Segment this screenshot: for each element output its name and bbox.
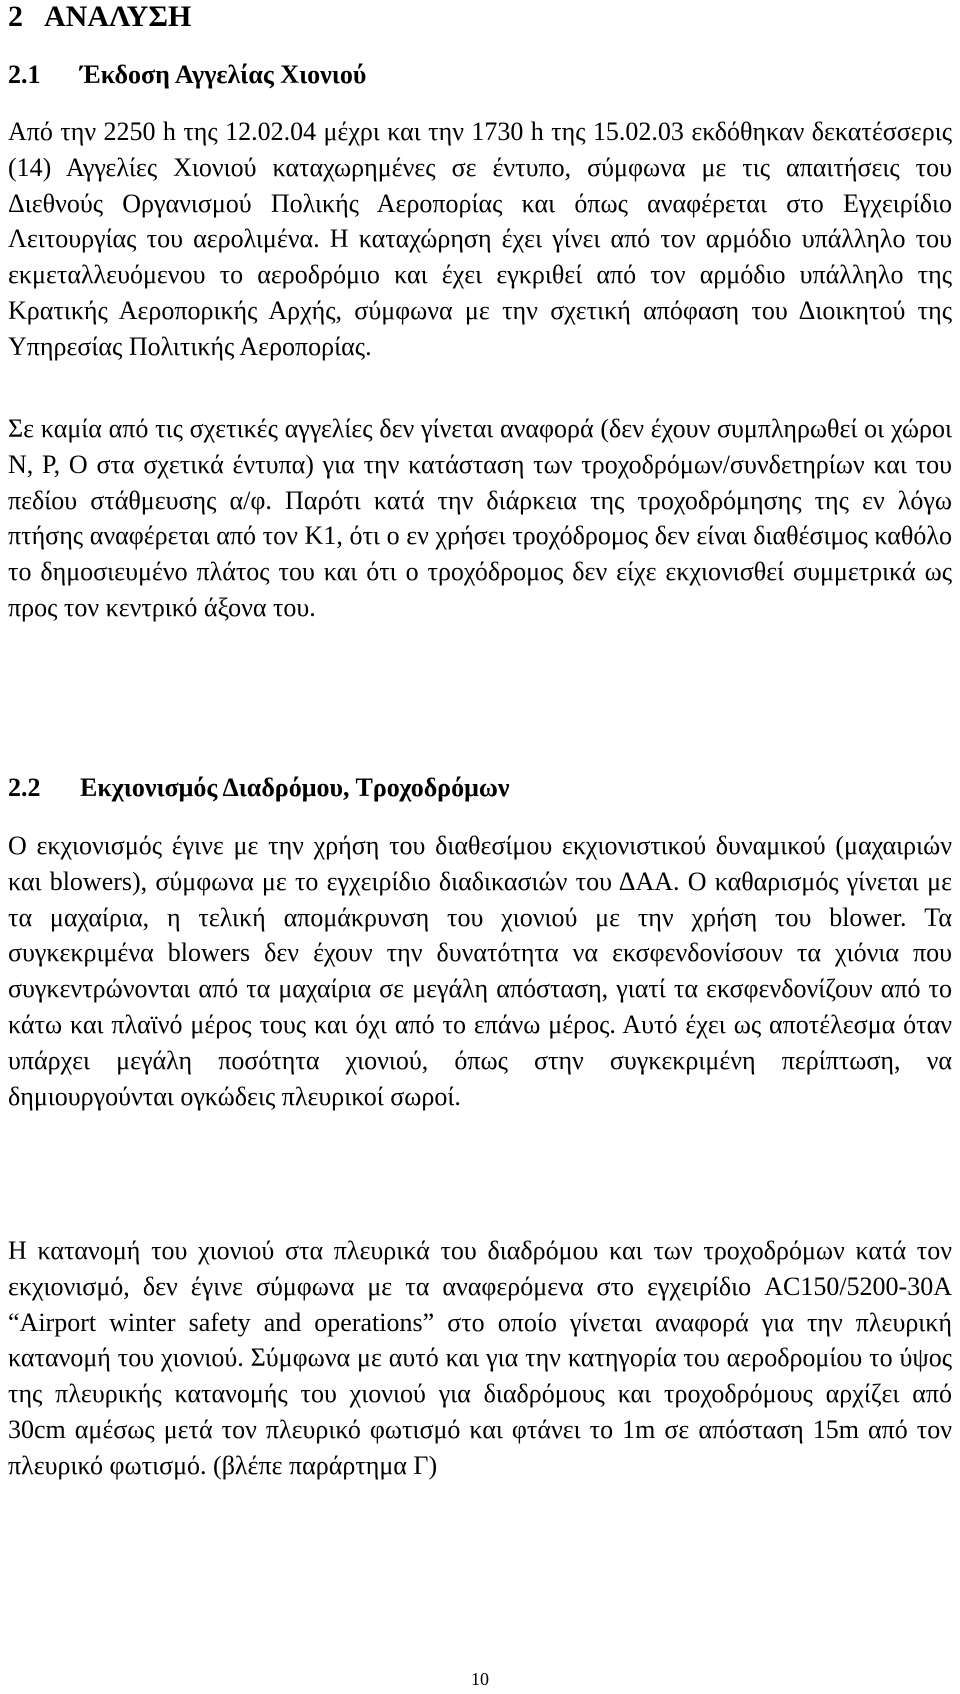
section-title: ΑΝΑΛΥΣΗ [44,0,192,33]
subsection-heading-2-1 [8,59,366,91]
paragraph: Σε καμία από τις σχετικές αγγελίες δεν γίνεται αναφορά (δεν έχουν συμπληρωθεί οι χώροι N, P, O στα σχετικά έντυπα) για την κατάσταση των τροχοδρόμων/συνδετηρίων και του πεδίου στάθμευσης α/φ. Παρότι κατά την διάρκεια της τροχοδρόμησης της εν λόγω πτήσης αναφέρεται από τον Κ1, ότι ο εν χρήσει τροχόδρομος δεν είναι διαθέσιμος καθόλο το δημοσιευμένο πλάτος του και ότι ο τροχόδρομος δεν είχε εκχιονισθεί συμμετρικά ως προς τον κεντρικό άξονα του. [8,414,952,622]
page-number: 10 [471,1669,489,1689]
paragraph: Ο εκχιονισμός έγινε με την χρήση του διαθεσίμου εκχιονιστικού δυναμικού (μαχαιριών και blowers), σύμφωνα με το εγχειρίδιο διαδικασιών του ΔΑΑ. Ο καθαρισμός γίνεται με τα μαχαίρια, η τελική απομάκρυνση του χιονιού με την χρήση του blower. Τα συγκεκριμένα blowers δεν έχουν την δυνατότητα να εκσφενδονίσουν τα χιόνια που συγκεντρώνονται από τα μαχαίρια σε μεγάλη απόσταση, γιατί τα εκσφενδονίζουν από το κάτω και πλαϊνό μέρος τους και όχι από το επάνω μέρος. Αυτό έχει ως αποτέλεσμα όταν υπάρχει μεγάλη ποσότητα χιονιού, όπως στην συγκεκριμένη περίπτωση, να δημιουργούνται ογκώδεις πλευρικοί σωροί. [8,831,952,1111]
section-number: 2 [8,0,23,33]
subsection-number: 2.1 [8,60,41,89]
subsection-heading-2-2 [8,772,509,804]
section-heading [8,0,191,34]
subsection-title: Εκχιονισμός Διαδρόμου, Τροχοδρόμων [80,773,510,802]
subsection-title: Έκδοση Αγγελίας Χιονιού [80,60,367,89]
paragraph: Από την 2250 h της 12.02.04 μέχρι και την 1730 h της 15.02.03 εκδόθηκαν δεκατέσσερις (14) Αγγελίες Χιονιού καταχωρημένες σε έντυπο, σύμφωνα με τις απαιτήσεις του Διεθνούς Οργανισμού Πολικής Αεροπορίας και όπως αναφέρεται στο Εγχειρίδιο Λειτουργίας του αερολιμένα. Η καταχώρηση έχει γίνει από τον αρμόδιο υπάλληλο του εκμεταλλευόμενου το αεροδρόμιο και έχει εγκριθεί από τον αρμόδιο υπάλληλο της Κρατικής Αεροπορικής Αρχής, σύμφωνα με την σχετική απόφαση του Διοικητού της Υπηρεσίας Πολιτικής Αεροπορίας. [8,117,952,361]
paragraph: Η κατανομή του χιονιού στα πλευρικά του διαδρόμου και των τροχοδρόμων κατά τον εκχιονισμό, δεν έγινε σύμφωνα με τα αναφερόμενα στο εγχειρίδιο AC150/5200-30A “Airport winter safety and operations” στο οποίο γίνεται αναφορά για την πλευρική κατανομή του χιονιού. Σύμφωνα με αυτό και για την κατηγορία του αεροδρομίου το ύψος της πλευρικής κατανομής του χιονιού για διαδρόμους και τροχοδρόμους αρχίζει από 30cm αμέσως μετά τον πλευρικό φωτισμό και φτάνει το 1m σε απόσταση 15m από τον πλευρικό φωτισμό. (βλέπε παράρτημα Γ) [8,1236,952,1480]
subsection-number: 2.2 [8,773,41,802]
